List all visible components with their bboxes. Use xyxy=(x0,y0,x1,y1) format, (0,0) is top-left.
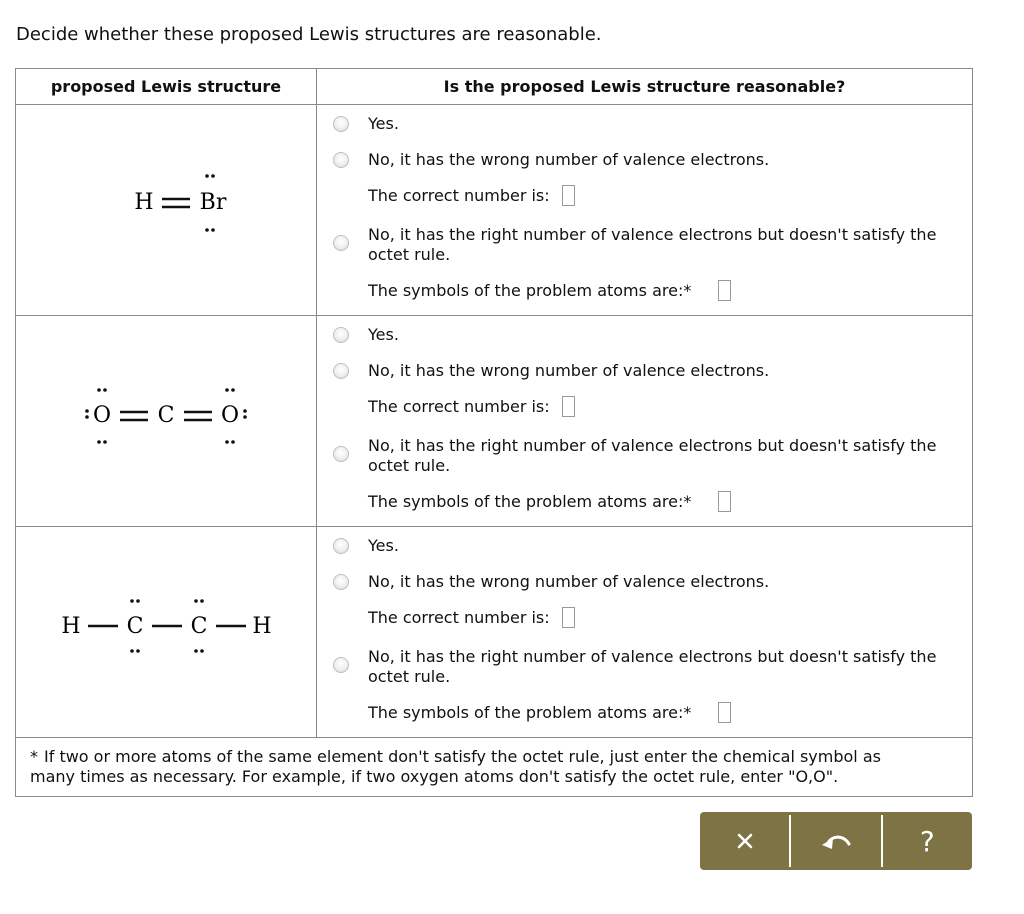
structure-cell-hbr xyxy=(16,105,317,316)
lewis-structure-co2 xyxy=(16,316,316,522)
radio-wrong-valence[interactable] xyxy=(333,152,349,168)
option-octet-line2: octet rule. xyxy=(368,456,451,475)
option-octet-label xyxy=(368,647,936,687)
question-prompt: Decide whether these proposed Lewis structures are reasonable. xyxy=(16,24,602,45)
radio-yes[interactable] xyxy=(333,327,349,343)
question-icon: ? xyxy=(919,824,935,858)
question-row-2 xyxy=(16,316,973,527)
correct-number-label: The correct number is: xyxy=(368,608,550,627)
answer-cell-2 xyxy=(317,316,973,527)
problem-atoms-label: The symbols of the problem atoms are:* xyxy=(368,281,692,300)
question-row-1 xyxy=(16,105,973,316)
answer-cell-1 xyxy=(317,105,973,316)
problem-atoms-row xyxy=(368,491,731,512)
option-octet-line2: octet rule. xyxy=(368,245,451,264)
answer-cell-3 xyxy=(317,527,973,738)
atom-h-left: H xyxy=(61,614,81,639)
structure-cell-c2h2 xyxy=(16,527,317,738)
option-octet-line1: No, it has the right number of valence electrons but doesn't satisfy the xyxy=(368,436,937,455)
correct-number-row xyxy=(368,607,575,628)
option-wrong-valence-label: No, it has the wrong number of valence electrons. xyxy=(368,361,770,380)
lewis-structure-c2h2 xyxy=(16,527,316,733)
double-bond xyxy=(162,199,190,207)
radio-wrong-valence[interactable] xyxy=(333,574,349,590)
correct-number-row xyxy=(368,185,575,206)
option-yes[interactable] xyxy=(333,325,968,345)
x-icon xyxy=(736,832,754,850)
answer-toolbar xyxy=(700,812,972,870)
atom-o-left: O xyxy=(92,403,112,428)
clear-button[interactable] xyxy=(700,812,789,870)
undo-icon xyxy=(819,830,853,852)
correct-number-input[interactable] xyxy=(562,185,575,206)
atom-c: C xyxy=(157,403,175,428)
atom-h-right: H xyxy=(252,614,272,639)
double-bond-left xyxy=(120,412,148,420)
correct-number-row xyxy=(368,396,575,417)
atom-h: H xyxy=(134,190,154,215)
option-octet[interactable] xyxy=(333,225,968,265)
correct-number-label: The correct number is: xyxy=(368,186,550,205)
atom-br: Br xyxy=(199,190,227,215)
option-yes[interactable] xyxy=(333,536,968,556)
footnote-line2: many times as necessary. For example, if two oxygen atoms don't satisfy the octet rule, enter "O,O". xyxy=(30,767,839,786)
radio-octet[interactable] xyxy=(333,657,349,673)
lewis-structures-table xyxy=(15,68,973,797)
problem-atoms-row xyxy=(368,280,731,301)
radio-octet[interactable] xyxy=(333,446,349,462)
option-octet-label xyxy=(368,225,936,265)
problem-atoms-row xyxy=(368,702,731,723)
option-wrong-valence[interactable] xyxy=(333,572,968,592)
problem-atoms-input[interactable] xyxy=(718,280,731,301)
radio-yes[interactable] xyxy=(333,116,349,132)
problem-atoms-label: The symbols of the problem atoms are:* xyxy=(368,703,692,722)
help-button[interactable] xyxy=(883,812,972,870)
radio-yes[interactable] xyxy=(333,538,349,554)
header-proposed-structure: proposed Lewis structure xyxy=(16,69,317,105)
option-wrong-valence-label: No, it has the wrong number of valence electrons. xyxy=(368,150,770,169)
radio-octet[interactable] xyxy=(333,235,349,251)
lewis-structure-hbr xyxy=(16,105,316,311)
problem-atoms-input[interactable] xyxy=(718,491,731,512)
problem-atoms-label: The symbols of the problem atoms are:* xyxy=(368,492,692,511)
atom-c-right: C xyxy=(190,614,208,639)
option-wrong-valence[interactable] xyxy=(333,150,968,170)
option-octet[interactable] xyxy=(333,436,968,476)
structure-cell-co2 xyxy=(16,316,317,527)
double-bond-right xyxy=(184,412,212,420)
option-yes-label: Yes. xyxy=(368,325,399,344)
atom-c-left: C xyxy=(126,614,144,639)
problem-atoms-input[interactable] xyxy=(718,702,731,723)
footnote-row xyxy=(16,738,973,797)
option-octet-label xyxy=(368,436,936,476)
option-octet[interactable] xyxy=(333,647,968,687)
atom-o-right: O xyxy=(220,403,240,428)
question-row-3 xyxy=(16,527,973,738)
correct-number-input[interactable] xyxy=(562,396,575,417)
option-wrong-valence-label: No, it has the wrong number of valence electrons. xyxy=(368,572,770,591)
footnote xyxy=(16,738,973,797)
option-wrong-valence[interactable] xyxy=(333,361,968,381)
undo-button[interactable] xyxy=(791,812,880,870)
option-yes[interactable] xyxy=(333,114,968,134)
option-yes-label: Yes. xyxy=(368,114,399,133)
header-is-reasonable: Is the proposed Lewis structure reasonable? xyxy=(317,69,973,105)
radio-wrong-valence[interactable] xyxy=(333,363,349,379)
correct-number-label: The correct number is: xyxy=(368,397,550,416)
option-yes-label: Yes. xyxy=(368,536,399,555)
footnote-star: * xyxy=(30,747,38,766)
correct-number-input[interactable] xyxy=(562,607,575,628)
option-octet-line2: octet rule. xyxy=(368,667,451,686)
option-octet-line1: No, it has the right number of valence electrons but doesn't satisfy the xyxy=(368,647,937,666)
option-octet-line1: No, it has the right number of valence electrons but doesn't satisfy the xyxy=(368,225,937,244)
footnote-line1: If two or more atoms of the same element don't satisfy the octet rule, just enter the chemical symbol as xyxy=(44,747,881,766)
